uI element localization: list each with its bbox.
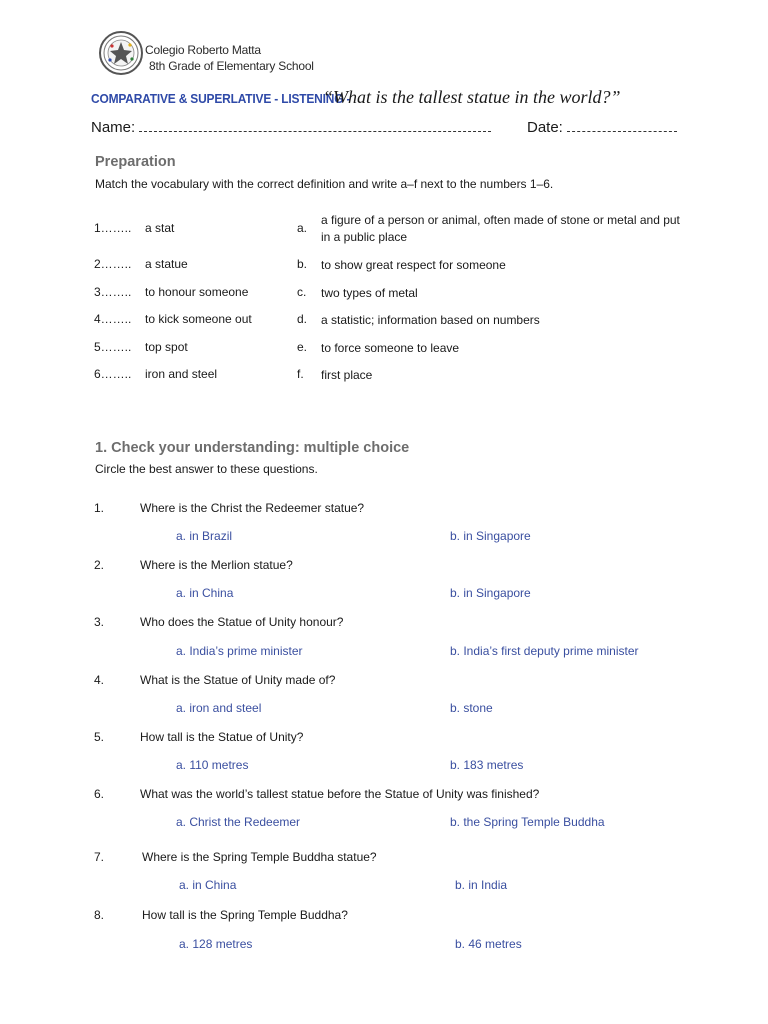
name-blank[interactable]	[139, 119, 491, 132]
school-header	[145, 42, 314, 74]
vocab-number[interactable]: 3……..	[94, 285, 132, 299]
vocab-definition: a figure of a person or animal, often made of stone or metal and put in a public place	[321, 213, 680, 244]
question-number: 7.	[94, 850, 105, 864]
name-label: Name:	[91, 119, 136, 136]
definition-letter: e.	[297, 340, 308, 354]
answer-option-a[interactable]: a. 110 metres	[176, 758, 249, 772]
definition-letter: c.	[297, 285, 307, 299]
question-text: What is the Statue of Unity made of?	[140, 673, 336, 687]
answer-option-b[interactable]: b. in Singapore	[450, 586, 531, 600]
vocab-number[interactable]: 6……..	[94, 367, 132, 381]
question-text: Where is the Spring Temple Buddha statue?	[142, 850, 377, 864]
answer-option-b[interactable]: b. India’s first deputy prime minister	[450, 644, 639, 658]
answer-option-a[interactable]: a. in China	[176, 586, 234, 600]
school-grade: 8th Grade of Elementary School	[149, 59, 314, 73]
worksheet-topic: COMPARATIVE & SUPERLATIVE - LISTENING -	[91, 91, 351, 106]
answer-option-a[interactable]: a. in Brazil	[176, 529, 233, 543]
vocab-term: to kick someone out	[145, 312, 252, 326]
question-text: How tall is the Spring Temple Buddha?	[142, 908, 348, 922]
question-text: Where is the Merlion statue?	[140, 558, 293, 572]
vocab-definition: to force someone to leave	[321, 341, 460, 355]
section1-instruction: Circle the best answer to these questions.	[95, 462, 318, 476]
answer-option-b[interactable]: b. 46 metres	[455, 937, 522, 951]
definition-letter: d.	[297, 312, 308, 326]
answer-option-a[interactable]: a. in China	[179, 878, 237, 892]
question-number: 8.	[94, 908, 105, 922]
question-text: How tall is the Statue of Unity?	[140, 730, 304, 744]
vocab-term: iron and steel	[145, 367, 218, 381]
answer-option-b[interactable]: b. stone	[450, 701, 493, 715]
school-name: Colegio Roberto Matta	[145, 43, 261, 57]
vocab-definition: first place	[321, 368, 373, 382]
definition-letter: a.	[297, 221, 308, 235]
worksheet-title	[91, 87, 621, 108]
vocab-definition: to show great respect for someone	[321, 258, 506, 272]
question-text: Where is the Christ the Redeemer statue?	[140, 501, 365, 515]
date-field[interactable]	[527, 119, 677, 136]
vocab-number[interactable]: 1……..	[94, 221, 132, 235]
answer-option-b[interactable]: b. the Spring Temple Buddha	[450, 815, 605, 829]
school-crest-logo	[98, 30, 144, 76]
question-text: What was the world’s tallest statue before the Statue of Unity was finished?	[140, 787, 540, 801]
vocab-term: to honour someone	[145, 285, 249, 299]
question-number: 1.	[94, 501, 105, 515]
vocab-term: a statue	[145, 257, 188, 271]
vocab-definition: a statistic; information based on numbers	[321, 313, 540, 327]
question-number: 6.	[94, 787, 105, 801]
date-label: Date:	[527, 119, 563, 136]
question-number: 5.	[94, 730, 105, 744]
answer-option-a[interactable]: a. iron and steel	[176, 701, 262, 715]
vocab-number[interactable]: 5……..	[94, 340, 132, 354]
answer-option-a[interactable]: a. 128 metres	[179, 937, 253, 951]
section1-heading: 1. Check your understanding: multiple choice	[95, 440, 410, 456]
vocab-definition: two types of metal	[321, 286, 418, 300]
preparation-heading: Preparation	[95, 154, 176, 170]
preparation-instruction: Match the vocabulary with the correct definition and write a–f next to the numbers 1–6.	[95, 177, 554, 191]
definition-letter: f.	[297, 367, 304, 381]
answer-option-b[interactable]: b. 183 metres	[450, 758, 524, 772]
vocab-number[interactable]: 2……..	[94, 257, 132, 271]
answer-option-a[interactable]: a. India’s prime minister	[176, 644, 303, 658]
answer-option-b[interactable]: b. in Singapore	[450, 529, 531, 543]
vocab-term: top spot	[145, 340, 188, 354]
definition-letter: b.	[297, 257, 308, 271]
question-text: Who does the Statue of Unity honour?	[140, 615, 344, 629]
vocab-number[interactable]: 4……..	[94, 312, 132, 326]
question-number: 3.	[94, 615, 105, 629]
question-number: 2.	[94, 558, 105, 572]
vocab-term: a stat	[145, 221, 175, 235]
answer-option-b[interactable]: b. in India	[455, 878, 508, 892]
question-number: 4.	[94, 673, 105, 687]
date-blank[interactable]	[567, 119, 677, 132]
worksheet-quote: “What is the tallest statue in the world?”	[323, 87, 621, 107]
answer-option-a[interactable]: a. Christ the Redeemer	[176, 815, 301, 829]
name-field[interactable]	[91, 119, 491, 136]
